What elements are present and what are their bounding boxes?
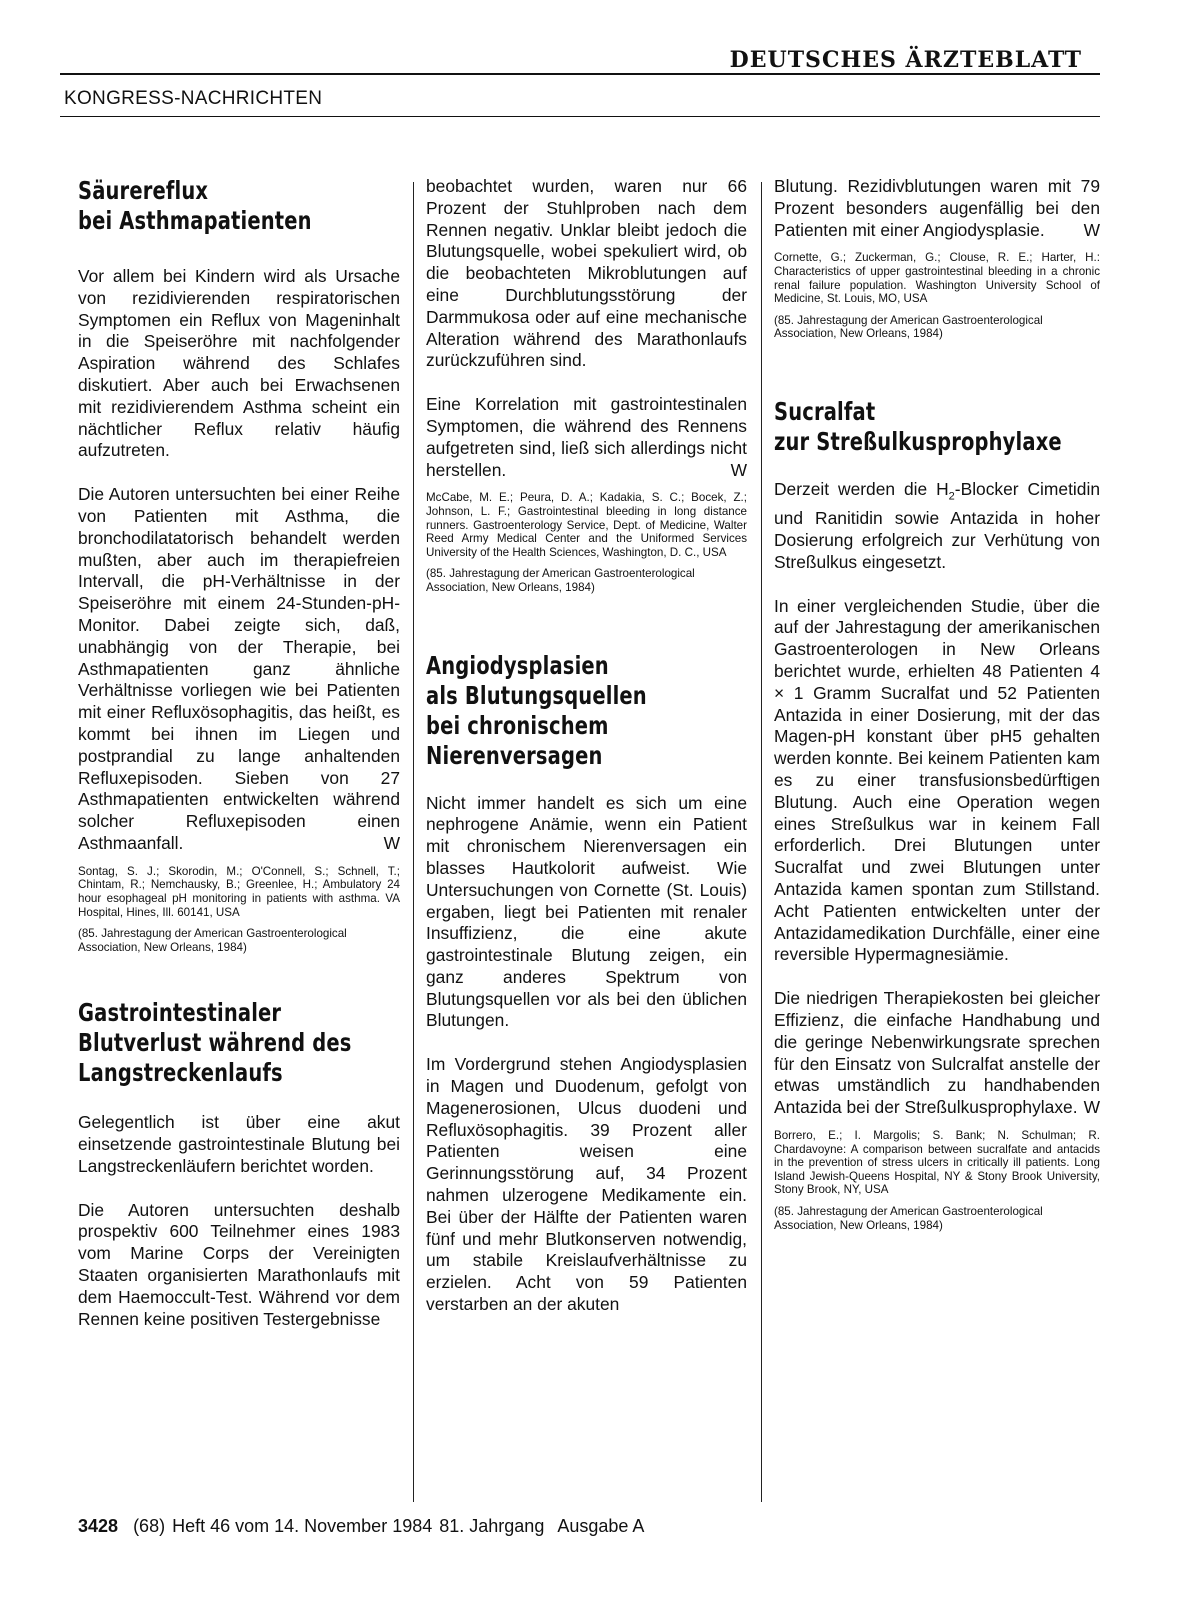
page-number: 3428 <box>78 1516 119 1536</box>
column-3 <box>774 176 1100 1232</box>
article-paragraph: Nicht immer handelt es sich um eine nephrogene Anämie, wenn ein Patient mit chronischem Nierenversagen ein blasses Hautkolorit aufweist. Wie Untersuchungen von Cornette (St. Louis) ergaben, liegt bei Patienten mit renaler Insuffizienz, die eine akute gastrointestinale Blutung zeigen, ein ganz anderes Spektrum von Blutungsquellen vor als bei den üblichen Blutungen. <box>426 792 747 1031</box>
author-initial: W <box>1083 219 1100 240</box>
reference: Borrero, E.; I. Margolis; S. Bank; N. Schulman; R. Chardavoyne: A comparison between sucralfate and antacids in the prevention of stress ulcers in critically ill patients. Long Island Jewish-Queens Hospital, NY & Stony Brook University, Stony Brook, NY, USA <box>774 1128 1100 1197</box>
article-paragraph: Im Vordergrund stehen Angiodysplasien in Magen und Duodenum, gefolgt von Magenerosionen, Ulcus duodeni und Refluxösophagitis. 39 Prozent aller Patienten weisen eine Gerinnungsstörung auf, 34 Prozent nahmen ulzerogene Medikamente ein. Bei über der Hälfte der Patienten waren fünf und mehr Blutkonserven notwendig, um stabile Kreislaufverhältnisse zu erzielen. Acht von 59 Patienten verstarben an der akuten <box>426 1054 747 1315</box>
journal-title: DEUTSCHES ÄRZTEBLATT <box>729 47 1082 73</box>
column-divider <box>761 182 762 1502</box>
article-paragraph: In einer vergleichenden Studie, über die auf der Jahrestagung der amerikanischen Gastroenterologen in New Orleans berichtet wurde, erhielten 48 Patienten 4 × 1 Gramm Sucralfat und 52 Patienten Antazida in einer Dosierung, mit der das Magen-pH konstant über pH5 gehalten werden konnte. Bei keinem Patienten kam es zu einer transfusionsbedürftigen Blutung. Auch eine Operation wegen eines Streßulkus war in keinem Fall erforderlich. Drei Blutungen unter Sucralfat und zwei Blutungen unter Antazida kamen spontan zum Stillstand. Acht Patienten entwickelten unter der Antazidamedikation Durchfälle, einer eine reversible Hypermagnesiämie. <box>774 595 1100 965</box>
article-heading: Säurereflux bei Asthmapatienten <box>78 176 312 235</box>
reference-source: (85. Jahrestagung der American Gastroenterological Association, New Orleans, 1984) <box>78 927 347 954</box>
reference: Sontag, S. J.; Skorodin, M.; O'Connell, S.; Schnell, T.; Chintam, R.; Nemchausky, B.; Greenlee, H.; Ambulatory 24 hour esophageal pH monitoring in patients with asthma. VA Hospital, Hines, Ill. 60141, USA <box>78 864 400 919</box>
reference-source: (85. Jahrestagung der American Gastroenterological Association, New Orleans, 1984) <box>774 313 1043 341</box>
article-paragraph: Vor allem bei Kindern wird als Ursache von rezidivierenden respiratorischen Symptomen ein Reflux von Mageninhalt in die Speiseröhre mit nachfolgender Aspiration während des Schlafes diskutiert. Aber auch bei Erwachsenen mit rezidivierendem Asthma scheint ein nächtlicher Reflux relativ häufig aufzutreten. <box>78 266 400 461</box>
article-paragraph: beobachtet wurden, waren nur 66 Prozent der Stuhlproben nach dem Rennen negativ. Unklar bleibt jedoch die Blutungsquelle, wobei spekuliert wird, ob die beobachteten Mikroblutungen auf eine Durchblutungsstörung der Darmmukosa oder auf eine mechanische Alteration während des Marathonlaufs zurückzuführen sind. <box>426 176 747 371</box>
article-paragraph: Die Autoren untersuchten bei einer Reihe von Patienten mit Asthma, die bronchodilatatorisch behandelt werden mußten, aber auch im therapiefreien Intervall, die pH-Verhältnisse in der Speiseröhre mit einem 24-Stunden-pH-Monitor. Dabei zeigte sich, daß, unabhängig von der Therapie, bei Asthmapatienten ganz ähnliche Verhältnisse vorliegen wie bei Patienten mit einer Refluxösophagitis, das heißt, es kommt bei ihnen im Liegen und postprandial zu lange anhaltenden Refluxepisoden. Sieben von 27 Asthmapatienten entwickelten während solcher Refluxepisoden einen Asthmaanfall. W <box>78 484 400 853</box>
reference-source: (85. Jahrestagung der American Gastroenterological Association, New Orleans, 1984) <box>426 567 695 594</box>
author-initial: W <box>1083 1097 1100 1118</box>
article-paragraph: Eine Korrelation mit gastrointestinalen Symptomen, die während des Rennens aufgetreten sind, ließ sich allerdings nicht herstellen. W <box>426 394 747 480</box>
section-label: KONGRESS-NACHRICHTEN <box>64 88 323 109</box>
article-paragraph: Die Autoren untersuchten deshalb prospektiv 600 Teilnehmer eines 1983 vom Marine Corps der Vereinigten Staaten organisierten Marathonlaufs mit dem Haemoccult-Test. Während vor dem Rennen keine positiven Testergebnisse <box>78 1199 400 1329</box>
article-paragraph: Derzeit werden die $H_2$-Blocker Cimetidin und Ranitidin sowie Antazida in hoher Dosierung erfolgreich zur Verhütung von Streßulkus eingesetzt. <box>774 478 1100 572</box>
article-heading: Gastrointestinaler Blutverlust während des Langstreckenlaufs <box>78 998 352 1088</box>
volume-info: 81. Jahrgang <box>439 1516 545 1536</box>
column-2 <box>426 176 747 1316</box>
article-paragraph: Gelegentlich ist über eine akut einsetzende gastrointestinale Blutung bei Langstreckenläufern berichtet worden. <box>78 1112 400 1176</box>
internal-page-number: (68) <box>133 1516 166 1536</box>
column-divider <box>413 182 414 1502</box>
page-footer <box>78 1516 646 1537</box>
reference: McCabe, M. E.; Peura, D. A.; Kadakia, S. C.; Bocek, Z.; Johnson, L. F.; Gastrointestinal bleeding in long distance runners. Gastroenterology Service, Dept. of Medicine, Walter Reed Army Medical Center and the Uniformed Services University of the Health Sciences, Washington, D. C., USA <box>426 491 747 559</box>
section-rule <box>60 116 1100 117</box>
article-heading: Angiodysplasien als Blutungsquellen bei chronischem Nierenversagen <box>426 650 647 770</box>
masthead <box>60 48 1100 117</box>
column-1 <box>78 176 400 1330</box>
masthead-rule <box>60 73 1100 75</box>
author-initial: W <box>383 832 400 853</box>
article-paragraph: Die niedrigen Therapiekosten bei gleicher Effizienz, die einfache Handhabung und die geringe Nebenwirkungsrate sprechen für den Einsatz von Sulcralfat anstelle der etwas umständlich zu handhabenden Antazida bei der Streßulkusprophylaxe. W <box>774 988 1100 1118</box>
author-initial: W <box>730 459 747 480</box>
article-heading: Sucralfat zur Streßulkusprophylaxe <box>774 396 1062 456</box>
reference-source: (85. Jahrestagung der American Gastroenterological Association, New Orleans, 1984) <box>774 1204 1043 1232</box>
edition-info: Ausgabe A <box>557 1516 645 1536</box>
article-paragraph: Blutung. Rezidivblutungen waren mit 79 Prozent besonders augenfällig bei den Patienten mit einer Angiodysplasie. W <box>774 176 1100 240</box>
reference: Cornette, G.; Zuckerman, G.; Clouse, R. E.; Harter, H.: Characteristics of upper gastrointestinal bleeding in a chronic renal failure population. Washington University School of Medicine, St. Louis, MO, USA <box>774 251 1100 306</box>
issue-info: Heft 46 vom 14. November 1984 <box>172 1516 433 1536</box>
